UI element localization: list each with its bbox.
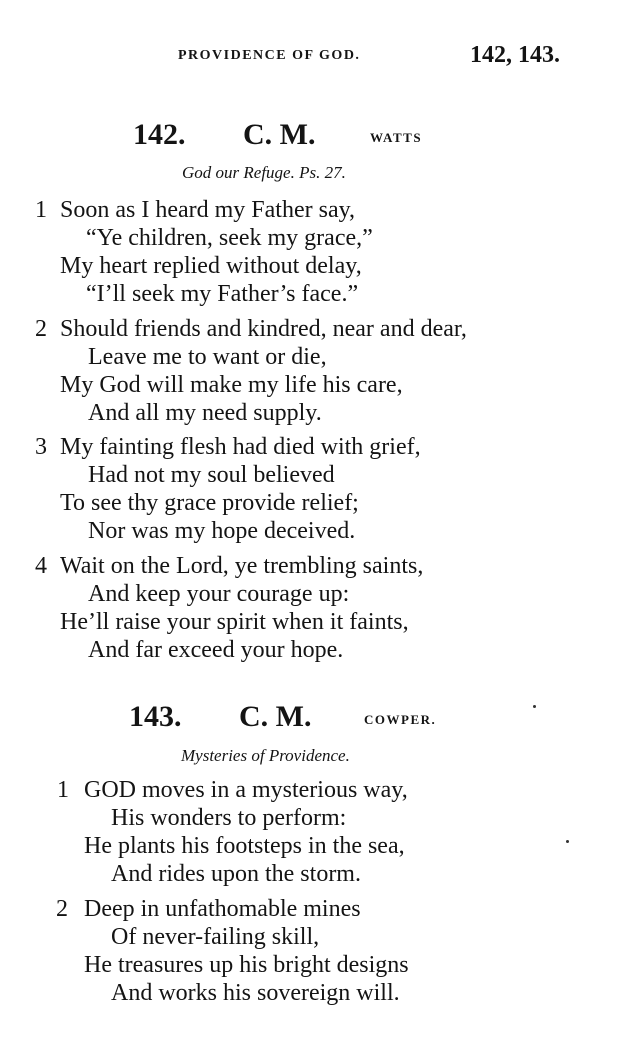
verse-line: Deep in unfathomable mines <box>84 896 361 922</box>
verse-number: 1 <box>35 197 47 223</box>
verse-line: “Ye children, seek my grace,” <box>86 225 373 251</box>
running-head-title: PROVIDENCE OF GOD. <box>178 48 361 63</box>
verse-line: My God will make my life his care, <box>60 372 403 398</box>
verse-line: And works his sovereign will. <box>111 980 400 1006</box>
verse-line: To see thy grace provide relief; <box>60 490 359 516</box>
verse-number: 2 <box>56 896 68 922</box>
verse-line: And far exceed your hope. <box>88 637 344 663</box>
verse-line: Soon as I heard my Father say, <box>60 197 356 223</box>
hymn-142-heading <box>133 118 553 158</box>
hymn-143-title: Mysteries of Providence. <box>181 746 350 765</box>
verse-line: And rides upon the storm. <box>111 861 361 887</box>
verse-line: Had not my soul believed <box>88 462 335 488</box>
verse-line: Of never-failing skill, <box>111 924 320 950</box>
hymn-143-heading <box>129 700 549 740</box>
verse-line: GOD moves in a mysterious way, <box>84 777 408 803</box>
print-speck <box>533 705 536 708</box>
print-speck <box>566 840 569 843</box>
verse-line: His wonders to perform: <box>111 805 347 831</box>
verse-line: My heart replied without delay, <box>60 253 362 279</box>
verse-line: And keep your courage up: <box>88 581 350 607</box>
verse-number: 1 <box>57 777 69 803</box>
verse-line: Wait on the Lord, ye trembling saints, <box>60 553 424 579</box>
verse-line: He treasures up his bright designs <box>84 952 409 978</box>
hymn-number: 142. <box>133 118 186 151</box>
running-head-page-numbers: 142, 143. <box>470 42 560 68</box>
hymn-meter: C. M. <box>239 700 312 733</box>
verse-number: 3 <box>35 434 47 460</box>
verse-number: 2 <box>35 316 47 342</box>
verse-line: And all my need supply. <box>88 400 322 426</box>
hymn-author: WATTS <box>370 130 423 145</box>
verse-line: He plants his footsteps in the sea, <box>84 833 405 859</box>
verse-line: My fainting flesh had died with grief, <box>60 434 421 460</box>
verse-line: Nor was my hope deceived. <box>88 518 356 544</box>
hymn-142-title: God our Refuge. Ps. 27. <box>182 163 346 182</box>
hymn-number: 143. <box>129 700 182 733</box>
verse-line: Leave me to want or die, <box>88 344 327 370</box>
hymn-author: COWPER. <box>364 712 437 727</box>
verse-line: He’ll raise your spirit when it faints, <box>60 609 409 635</box>
running-head <box>178 42 560 76</box>
verse-line: “I’ll seek my Father’s face.” <box>86 281 359 307</box>
verse-line: Should friends and kindred, near and dear, <box>60 316 467 342</box>
verse-number: 4 <box>35 553 47 579</box>
hymn-meter: C. M. <box>243 118 316 151</box>
